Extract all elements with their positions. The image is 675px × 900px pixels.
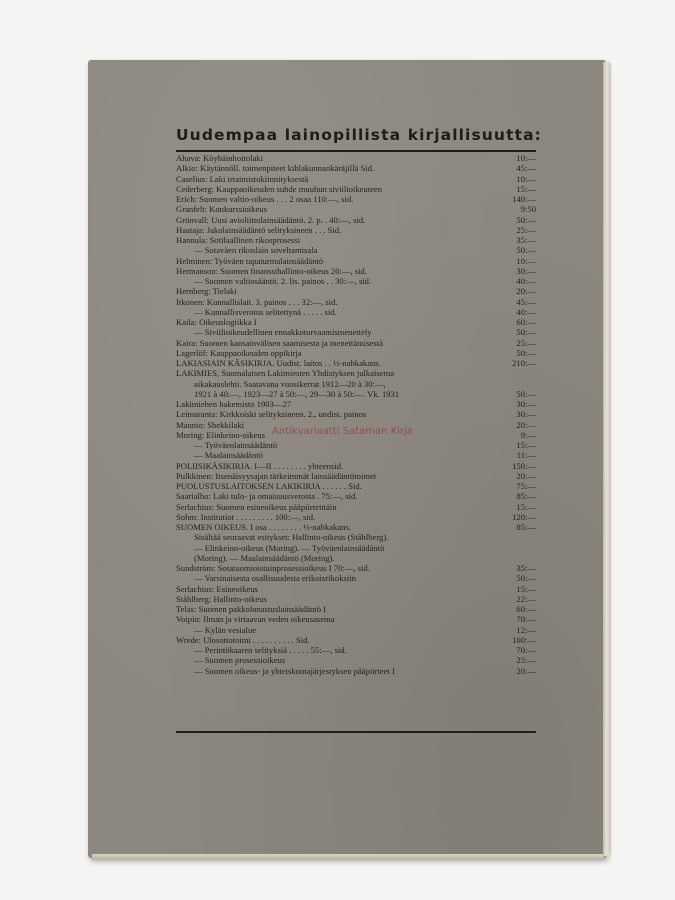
entry-title: Lakimiehen hakemisto 1903—27: [176, 399, 292, 409]
entry-price: 75:—: [516, 481, 536, 491]
catalog-entry: [176, 655, 536, 665]
entry-title: Wrede: Ulosottotoimi . . . . . . . . . . Sid.: [176, 634, 310, 645]
entry-title: Hannula: Sotilaallinen rikosprosessi: [176, 235, 301, 245]
entry-title: Lagerlöf: Kauppaoikeuden oppikirja: [176, 347, 302, 358]
entry-price: 50:—: [516, 327, 536, 338]
catalog-entry: [176, 635, 536, 645]
entry-title: Ahava: Köyhäinhoitolaki: [176, 153, 264, 163]
catalog-entry: [176, 368, 536, 378]
entry-price: 120:—: [512, 511, 536, 522]
catalog-entry: [176, 471, 536, 481]
entry-price: 10:—: [516, 173, 536, 184]
entry-title: Caselius: Laki irtaimistokiinnityksestä: [176, 173, 309, 184]
entry-title: Kaira: Suomen kansainvälisen saamisesta ja menettämisestä: [176, 337, 383, 348]
entry-price: 12:—: [516, 624, 536, 635]
catalog-entry: [176, 512, 536, 522]
catalog-entry: [176, 594, 536, 604]
catalog-entry: [176, 409, 536, 419]
catalog-entry: [176, 358, 536, 368]
entry-title: 1921 à 40:—, 1923—27 à 50:—, 29—30 à 50:—. Vk. 1931: [194, 388, 400, 399]
entry-title: — Työväenlainsäädäntö: [194, 440, 278, 450]
catalog-entry: [176, 553, 536, 563]
entry-price: [532, 543, 536, 553]
entry-title: LAKIASIAIN KÄSIKIRJA. Uudist. laitos . . ½-nahkakans.: [176, 358, 381, 368]
bottom-rule: [176, 731, 536, 733]
entry-title: Pulkkinen: Itsenäisyysajan tärkeimmät lainsäädäntötoimet: [176, 470, 377, 481]
entry-title: — Suomen oikeus- ja yhteiskuntajärjestyksen pääpiirteet I: [194, 665, 395, 676]
catalog-entry: [176, 625, 536, 635]
entry-title: Mannio: Shekkilaki: [176, 419, 245, 430]
entry-price: 45:—: [516, 163, 536, 174]
entry-price: 40:—: [516, 306, 536, 317]
entry-title: Haataja: Jakolainsäädäntö selityksineen . . . Sid.: [176, 224, 342, 235]
entry-price: 20:—: [516, 419, 536, 430]
catalog-entry: [176, 286, 536, 296]
entry-title: PUOLUSTUSLAITOKSEN LAKIKIRJA . . . . . . Sid.: [176, 481, 362, 491]
catalog-entry: [176, 399, 536, 409]
entry-price: 50:—: [516, 245, 536, 256]
catalog-entry: [176, 204, 536, 214]
entry-title: — Perintökaaren selityksiä . . . . . 55:—, sid.: [194, 645, 347, 655]
entry-title: SUOMEN OIKEUS. I osa . . . . . . . . ½-nahkakans.: [176, 522, 351, 532]
entry-title: — Maalainsäädäntö: [194, 450, 263, 461]
entry-price: 9:—: [520, 429, 536, 440]
catalog-entry: [176, 461, 536, 471]
entry-price: 85:—: [516, 522, 536, 532]
entry-title: aikakauslehti. Saatavana vuosikerrat 1912—20 à 30:—,: [194, 378, 386, 389]
catalog-entry: [176, 532, 536, 542]
entry-title: Telas: Suomen pakkolunastuslainsäädäntö I: [176, 604, 326, 614]
catalog-entry: [176, 327, 536, 337]
entry-price: 9:50: [520, 204, 536, 215]
catalog-entry: [176, 440, 536, 450]
catalog-entry: [176, 379, 536, 389]
entry-price: 15:—: [516, 440, 536, 450]
catalog-entry: [176, 543, 536, 553]
entry-title: LAKIMIES, Suomalaisen Lakimiesten Yhdistyksen julkaisema: [176, 368, 395, 379]
catalog-entry: [176, 153, 536, 163]
catalog-entry: [176, 297, 536, 307]
entry-price: 15:—: [516, 501, 536, 512]
entry-title: — Sotaväen rikoslain soveltamisala: [194, 245, 318, 256]
entry-price: 10:—: [516, 153, 536, 163]
entry-price: 35:—: [516, 235, 536, 245]
entry-price: 10:—: [516, 255, 536, 266]
entry-price: 25:—: [516, 337, 536, 348]
heading-rule: [176, 150, 536, 152]
entry-title: Sisältää seuraavat esitykset: Hallinto-oikeus (Ståhlberg).: [194, 532, 389, 543]
entry-title: Cederberg: Kauppaoikeuden suhde muuhun siviilioikeuteen: [176, 183, 383, 194]
catalog-entry: [176, 225, 536, 235]
catalog-entry: [176, 235, 536, 245]
entry-price: 11:—: [516, 450, 536, 461]
catalog-list: [176, 153, 536, 676]
entry-title: — Siviilioikeudellinen ennakkoturvaamismenettely: [194, 327, 372, 338]
entry-price: 20:—: [516, 665, 536, 676]
entry-title: Serlachius: Esineoikeus: [176, 583, 258, 594]
entry-price: 30:—: [516, 265, 536, 276]
entry-price: [532, 553, 536, 563]
entry-price: [532, 368, 536, 378]
entry-title: Voipio: Ilman ja virtaavan veden oikeusasema: [176, 614, 335, 625]
catalog-entry: [176, 256, 536, 266]
entry-title: — Kunnallisverotus selitettynä . . . . . sid.: [194, 306, 337, 317]
entry-title: Helminen: Työväen tapaturmalainsäädäntö: [176, 255, 324, 266]
catalog-entry: [176, 614, 536, 624]
entry-price: 25:—: [516, 655, 536, 666]
catalog-entry: [176, 307, 536, 317]
entry-price: 150:—: [512, 460, 536, 471]
entry-price: 15:—: [516, 183, 536, 194]
entry-price: 22:—: [516, 593, 536, 604]
catalog-entry: [176, 522, 536, 532]
catalog-entry: [176, 338, 536, 348]
entry-price: 50:—: [516, 573, 536, 584]
catalog-entry: [176, 317, 536, 327]
entry-title: Saarialho: Laki tulo- ja omaisuusverosta . 75:—, sid.: [176, 491, 358, 502]
catalog-entry: [176, 481, 536, 491]
entry-title: — Suomen prosessioikeus: [194, 655, 286, 666]
entry-title: — Kylän vesialue: [194, 624, 257, 635]
entry-price: 20:—: [516, 470, 536, 481]
entry-title: Erich: Suomen valtio-oikeus . . . 2 osaa 110:—, sid.: [176, 194, 354, 204]
catalog-entry: [176, 348, 536, 358]
catalog-entry: [176, 184, 536, 194]
catalog-entry: [176, 645, 536, 655]
entry-title: — Varsinaisesta osallisuudesta erikoisrikoksiin: [194, 573, 356, 584]
entry-price: 50:—: [516, 214, 536, 225]
entry-price: 60:—: [516, 604, 536, 614]
catalog-entry: [176, 584, 536, 594]
catalog-entry: [176, 245, 536, 255]
catalog-entry: [176, 450, 536, 460]
entry-price: 50:—: [516, 388, 536, 399]
entry-price: 25:—: [516, 224, 536, 235]
entry-title: (Moring). — Maalainsäädäntö (Moring).: [194, 552, 335, 563]
entry-title: POLIISIKÄSIKIRJA. I—II . . . . . . . . yhteensid.: [176, 460, 344, 471]
catalog-entry: [176, 502, 536, 512]
entry-price: 35:—: [516, 563, 536, 573]
entry-title: Alkio: Käytännöll. toimenpiteet kihlakunnankäräjillä Sid.: [176, 163, 375, 174]
catalog-entry: [176, 604, 536, 614]
entry-price: 50:—: [516, 347, 536, 358]
entry-title: Serlachius: Suomen esineoikeus pääpiirteittäin: [176, 501, 337, 512]
entry-price: [532, 532, 536, 542]
entry-price: 40:—: [516, 276, 536, 286]
entry-price: 30:—: [516, 409, 536, 420]
entry-title: Hernberg: Tielaki: [176, 286, 237, 297]
entry-title: Sohm: Institutiot . . . . . . . . . 100:—, sid.: [176, 511, 316, 522]
entry-title: Ståhlberg: Hallinto-oikeus: [176, 593, 267, 604]
entry-title: Granfelt: Konkurssioikeus: [176, 204, 267, 215]
entry-title: — Suomen valtiosääntö. 2. lis. painos . . 30:—, sid.: [194, 276, 372, 286]
catalog-entry: [176, 174, 536, 184]
entry-price: 70:—: [516, 614, 536, 625]
entry-price: 60:—: [516, 317, 536, 327]
seller-watermark: Antikvariaatti Sataman Kirja: [272, 426, 413, 437]
catalog-entry: [176, 491, 536, 501]
entry-price: 100:—: [512, 634, 536, 645]
entry-price: 30:—: [516, 399, 536, 409]
entry-title: Grönvall: Uusi avioliittolainsäädäntö. 2. p. . 40:—, sid.: [176, 214, 366, 225]
entry-price: 140:—: [512, 194, 536, 204]
entry-price: [532, 379, 536, 389]
catalog-heading: Uudempaa lainopillista kirjallisuutta:: [176, 126, 542, 144]
entry-title: Hermanson: Suomen finanssihallinto-oikeus 20:—, sid.: [176, 265, 367, 276]
entry-price: 85:—: [516, 491, 536, 502]
entry-title: Leimaranta: Kirkkoiski selityksineen. 2., undist. painos: [176, 409, 367, 420]
entry-price: 45:—: [516, 296, 536, 307]
catalog-entry: [176, 389, 536, 399]
entry-title: Kaila: Oikeuslogiikka I: [176, 317, 257, 327]
entry-price: 15:—: [516, 583, 536, 594]
entry-title: Itkonen: Kunnallislait. 3. painos . . . 32:—, sid.: [176, 296, 338, 307]
catalog-entry: [176, 573, 536, 583]
entry-price: 210:—: [512, 358, 536, 368]
entry-price: 20:—: [516, 286, 536, 297]
catalog-entry: [176, 215, 536, 225]
catalog-entry: [176, 276, 536, 286]
catalog-entry: [176, 563, 536, 573]
catalog-entry: [176, 666, 536, 676]
entry-price: 70:—: [516, 645, 536, 655]
catalog-entry: [176, 266, 536, 276]
page-block-edge: [603, 62, 611, 856]
entry-title: Moring: Elinkeino-oikeus: [176, 429, 266, 440]
entry-title: — Elinkeino-oikeus (Moring). — Työväenlainsäädäntö: [194, 542, 385, 553]
catalog-entry: [176, 194, 536, 204]
catalog-entry: [176, 163, 536, 173]
entry-title: Sundström: Sotatuomioistuinprosessioikeus I 70:—, sid.: [176, 563, 370, 573]
page-block-bottom: [92, 854, 604, 860]
